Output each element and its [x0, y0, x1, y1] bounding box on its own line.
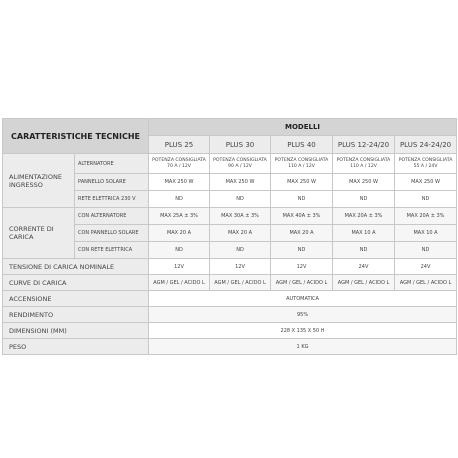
table-cell: MAX 30A ± 3% [210, 208, 271, 225]
table-cell: ND [271, 242, 333, 259]
table-cell: ND [210, 191, 271, 208]
rendimento-label: RENDIMENTO [3, 307, 149, 323]
table-cell: MAX 10 A [333, 225, 395, 242]
table-cell: POTENZA CONSIGLIATA 110 A / 12V [271, 154, 333, 174]
curve-label: CURVE DI CARICA [3, 275, 149, 291]
row-label-alternatore: ALTERNATORE [75, 154, 149, 174]
row-label-rete-elettrica: RETE ELETTRICA 230 V [75, 191, 149, 208]
accensione-value: AUTOMATICA [149, 291, 457, 307]
table-cell: MAX 20A ± 3% [333, 208, 395, 225]
model-plus-12-24-20: PLUS 12-24/20 [333, 136, 395, 154]
table-cell: ND [333, 191, 395, 208]
table-cell: MAX 20 A [271, 225, 333, 242]
table-cell: POTENZA CONSIGLIATA 55 A / 24V [395, 154, 457, 174]
row-label-con-rete-elettrica: CON RETE ELETTRICA [75, 242, 149, 259]
alimentazione-label: ALIMENTAZIONE INGRESSO [3, 154, 75, 208]
table-cell: MAX 20A ± 3% [395, 208, 457, 225]
table-cell: ND [210, 242, 271, 259]
header-title: CARATTERISTICHE TECNICHE [3, 119, 149, 154]
spec-table [2, 118, 457, 355]
table-cell: ND [271, 191, 333, 208]
table-cell: ND [395, 191, 457, 208]
row-label-pannello-solare: PANNELLO SOLARE [75, 174, 149, 191]
table-cell: ND [395, 242, 457, 259]
table-cell: 24V [333, 259, 395, 275]
table-cell: MAX 20 A [149, 225, 210, 242]
table-cell: 12V [271, 259, 333, 275]
table-cell: AGM / GEL / ACIDO L [210, 275, 271, 291]
table-cell: POTENZA CONSIGLIATA 90 A / 12V [210, 154, 271, 174]
row-label-con-alternatore: CON ALTERNATORE [75, 208, 149, 225]
table-cell: ND [149, 191, 210, 208]
table-cell: MAX 250 W [149, 174, 210, 191]
model-plus-25: PLUS 25 [149, 136, 210, 154]
dimensioni-value: 228 X 135 X 50 H [149, 323, 457, 339]
table-cell: POTENZA CONSIGLIATA 70 A / 12V [149, 154, 210, 174]
table-cell: 12V [149, 259, 210, 275]
dimensioni-label: DIMENSIONI (MM) [3, 323, 149, 339]
model-plus-30: PLUS 30 [210, 136, 271, 154]
table-cell: ND [149, 242, 210, 259]
table-cell: MAX 250 W [333, 174, 395, 191]
table-cell: MAX 20 A [210, 225, 271, 242]
table-cell: MAX 25A ± 3% [149, 208, 210, 225]
model-plus-24-24-20: PLUS 24-24/20 [395, 136, 457, 154]
row-label-con-pannello-solare: CON PANNELLO SOLARE [75, 225, 149, 242]
table-cell: AGM / GEL / ACIDO L [149, 275, 210, 291]
table-cell: 24V [395, 259, 457, 275]
corrente-label: CORRENTE DI CARICA [3, 208, 75, 259]
table-cell: AGM / GEL / ACIDO L [395, 275, 457, 291]
models-header: MODELLI [149, 119, 457, 136]
table-cell: MAX 250 W [395, 174, 457, 191]
accensione-label: ACCENSIONE [3, 291, 149, 307]
rendimento-value: 95% [149, 307, 457, 323]
table-cell: AGM / GEL / ACIDO L [333, 275, 395, 291]
table-cell: MAX 10 A [395, 225, 457, 242]
model-plus-40: PLUS 40 [271, 136, 333, 154]
table-cell: ND [333, 242, 395, 259]
table-cell: MAX 250 W [210, 174, 271, 191]
peso-label: PESO [3, 339, 149, 355]
table-cell: MAX 40A ± 3% [271, 208, 333, 225]
table-cell: AGM / GEL / ACIDO L [271, 275, 333, 291]
table-cell: MAX 250 W [271, 174, 333, 191]
table-cell: POTENZA CONSIGLIATA 110 A / 12V [333, 154, 395, 174]
tensione-label: TENSIONE DI CARICA NOMINALE [3, 259, 149, 275]
peso-value: 1 KG [149, 339, 457, 355]
table-cell: 12V [210, 259, 271, 275]
